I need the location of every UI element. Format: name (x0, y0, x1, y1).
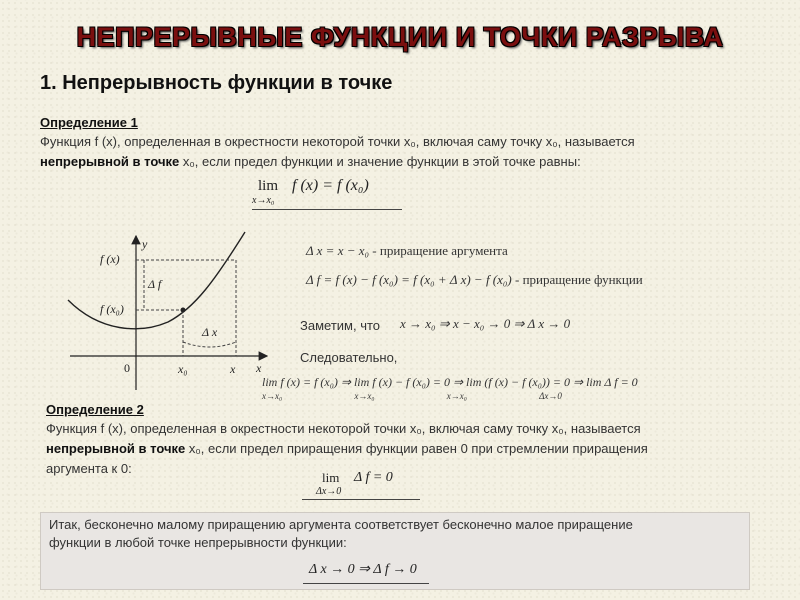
delta-f-text: - приращение функции (511, 272, 643, 287)
definition-1-label: Определение 1 (40, 115, 138, 130)
delta-x-definition (306, 243, 508, 259)
formula-underline (252, 209, 402, 210)
definition-1-line-2 (40, 152, 760, 172)
definition-1-formula (252, 176, 402, 210)
limit-chain-subscripts (262, 391, 562, 401)
origin-label: 0 (124, 361, 130, 375)
definition-1-line-2-rest: x₀, если предел функции и значение функции в этой точке равны: (179, 154, 581, 169)
definition-2-line-1: Функция f (x), определенная в окрестности некоторой точки x₀, включая саму точку x₀, называется (46, 421, 641, 436)
delta-x-label: Δ x (202, 325, 218, 339)
summary-formula: Δ x → 0 ⇒ Δ f → 0 (309, 562, 417, 577)
definition-2-bold: непрерывной в точке (46, 441, 186, 456)
definition-2-line-2-rest: x₀, если предел приращения функции равен 0 при стремлении приращения (185, 441, 648, 456)
y-axis-label: y (142, 237, 148, 251)
delta-x-text: - приращение аргумента (369, 243, 508, 258)
x-axis-label: x (256, 361, 262, 375)
summary-box (40, 512, 750, 590)
delta-f-definition (306, 272, 643, 288)
x-tick-label: x (230, 362, 236, 376)
slide-title: НЕПРЕРЫВНЫЕ ФУНКЦИИ И ТОЧКИ РАЗРЫВА (76, 22, 724, 52)
summary-line-1: Итак, бесконечно малому приращению аргумента соответствует бесконечно малое приращение (49, 517, 633, 532)
delta-f-label: Δ f (148, 277, 162, 291)
fx0-label: f (x₀) (100, 302, 124, 316)
limit-chain-text: lim f (x) = f (x₀) ⇒ lim f (x) − f (x₀) = 0 ⇒ lim (f (x) − f (x₀)) = 0 ⇒ lim Δ f = 0 (262, 375, 638, 389)
conclusion-label: Следовательно, (300, 350, 398, 365)
limit-chain-subs-text: x→x₀ x→x₀ x→x₀ Δx→0 (262, 391, 562, 401)
limit-equation: f (x) = f (x₀) (292, 177, 369, 194)
definition-2-label: Определение 2 (46, 402, 144, 417)
definition-2-line-3: аргумента к 0: (46, 461, 132, 476)
definition-1-line-1: Функция f (x), определенная в окрестности некоторой точки x₀, включая саму точку x₀, называется (40, 134, 635, 149)
lim-subscript-2: Δx→0 (316, 486, 342, 497)
fx-label: f (x) (100, 252, 120, 266)
definition-1-text (40, 132, 760, 172)
x0-tick-label: x₀ (178, 362, 188, 376)
summary-underline (303, 583, 429, 584)
note-formula-text: x → x₀ ⇒ x − x₀ → 0 ⇒ Δ x → 0 (400, 316, 571, 331)
definition-1-bold: непрерывной в точке (40, 154, 180, 169)
definition-2-line-2 (46, 439, 766, 459)
section-heading: 1. Непрерывность функции в точке (40, 72, 393, 94)
delta-x-brace (183, 342, 236, 347)
point-x0 (181, 308, 186, 313)
definition-2-formula (302, 470, 420, 500)
continuity-graph (60, 230, 275, 400)
note-label: Заметим, что (300, 318, 381, 333)
limit-equation-2: Δ f = 0 (354, 470, 393, 485)
lim-symbol: lim (258, 178, 279, 194)
note-formula (400, 316, 570, 332)
formula-underline-2 (302, 499, 420, 500)
lim-subscript: x→x₀ (252, 195, 275, 206)
lim-symbol-2: lim (322, 470, 340, 485)
delta-f-formula: Δ f = f (x) − f (x₀) = f (x₀ + Δ x) − f (x₀) (306, 272, 512, 287)
limit-chain (262, 375, 638, 390)
summary-line-2: функции в любой точке непрерывности функции: (49, 535, 347, 550)
delta-x-formula: Δ x = x − x₀ (306, 243, 370, 258)
